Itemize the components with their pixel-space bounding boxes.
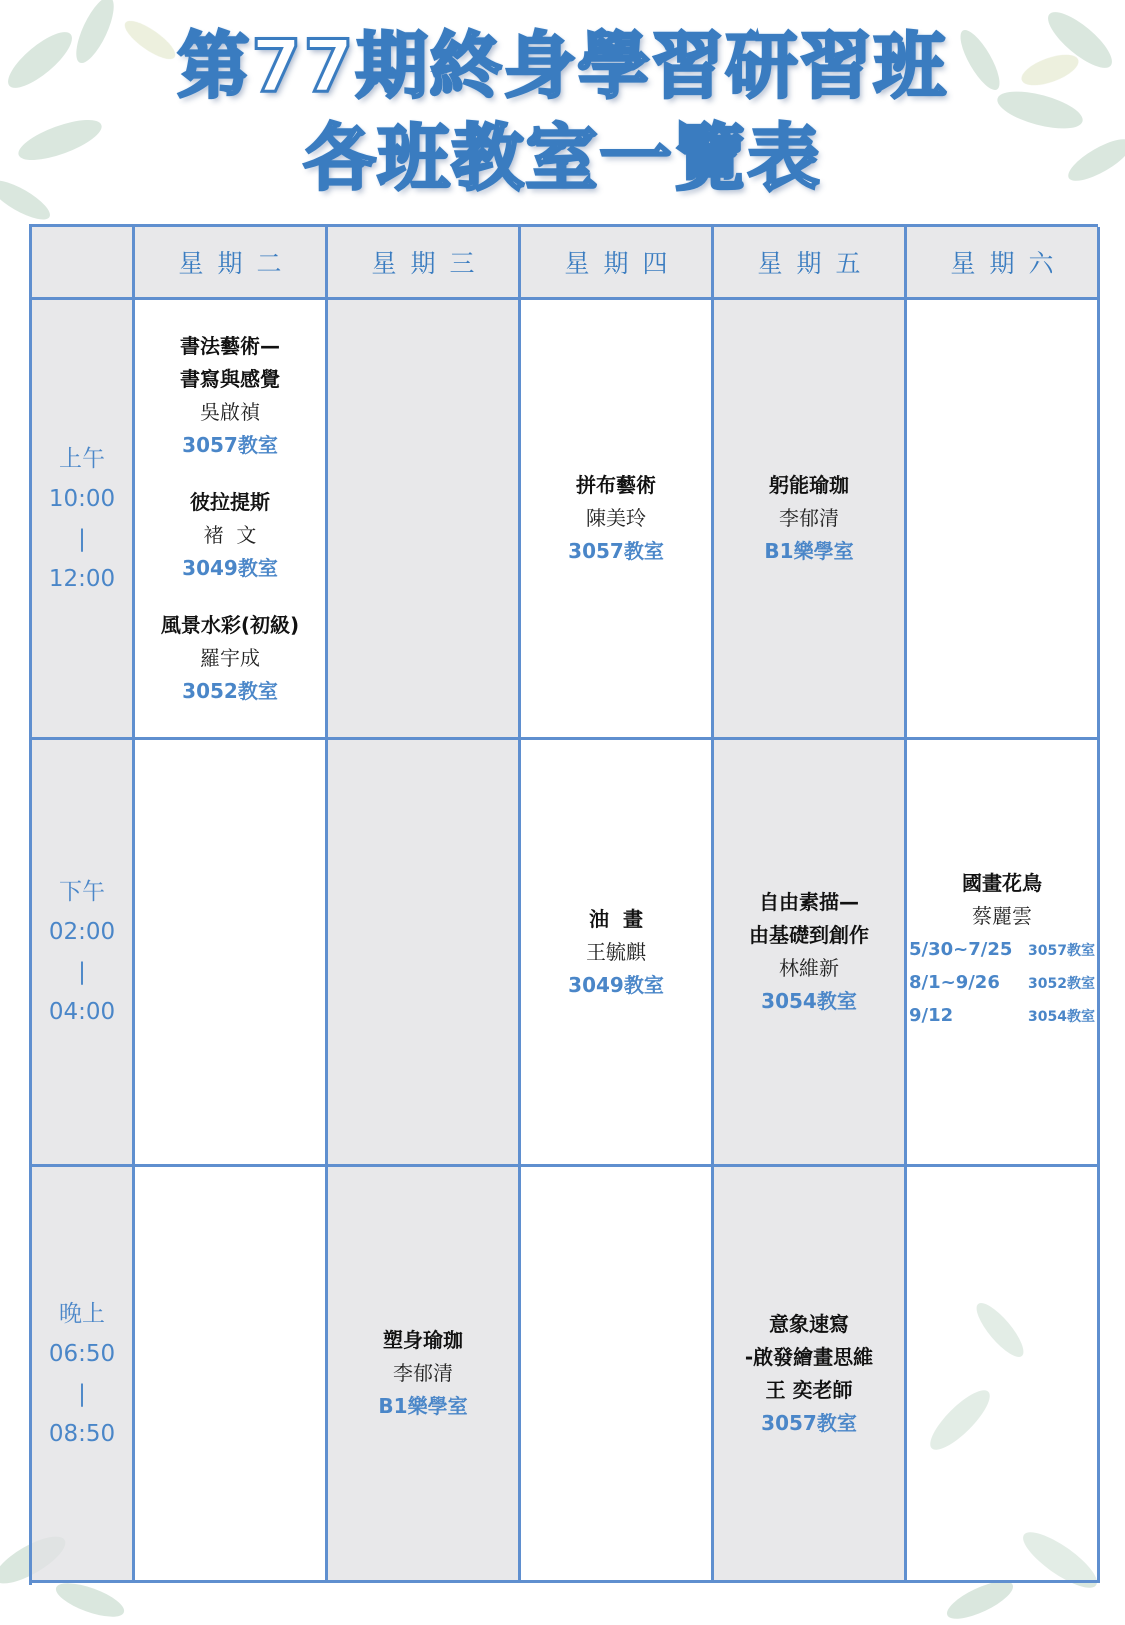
day-header-sat: 星期六 [907, 227, 1100, 300]
cell-thu-evening [521, 1167, 714, 1583]
course-name: 意象速寫 [769, 1311, 849, 1336]
teacher-name: 王 奕老師 [765, 1377, 853, 1402]
cell-thu-afternoon [521, 740, 714, 1167]
cell-fri-morning [714, 300, 907, 740]
room-name: B1樂學室 [764, 539, 854, 563]
schedule-table [29, 224, 1098, 1585]
cell-tue-evening [135, 1167, 328, 1583]
course-name: -啟發繪畫思維 [744, 1344, 874, 1369]
cell-thu-morning [521, 300, 714, 740]
slot-end: 04:00 [48, 999, 116, 1025]
course-name: 國畫花鳥 [962, 870, 1042, 895]
course-name: 拼布藝術 [576, 473, 656, 497]
room-name: 3054教室 [761, 989, 857, 1013]
schedule-row [909, 939, 1095, 972]
schedule-room: 3052教室 [1028, 975, 1095, 992]
time-slot-afternoon [32, 740, 135, 1167]
room-name: 3052教室 [182, 678, 278, 703]
teacher-name: 蔡麗雲 [972, 903, 1032, 928]
schedule-row [909, 1005, 1095, 1038]
schedule-room: 3054教室 [1028, 1008, 1095, 1025]
cell-tue-afternoon [135, 740, 328, 1167]
course-name: 躬能瑜珈 [769, 473, 849, 497]
room-name: B1樂學室 [378, 1394, 468, 1418]
teacher-name: 王毓麒 [586, 939, 646, 964]
teacher-name: 羅宇成 [200, 645, 260, 670]
course-name: 由基礎到創作 [749, 923, 869, 947]
teacher-name: 李郁清 [779, 506, 839, 530]
room-name: 3049教室 [182, 555, 278, 580]
cell-wed-morning [328, 300, 521, 740]
time-slot-morning [32, 300, 135, 740]
cell-fri-evening [714, 1167, 907, 1583]
cell-wed-afternoon [328, 740, 521, 1167]
course-name: 書法藝術— [180, 333, 280, 358]
slot-label: 晚上 [59, 1300, 105, 1327]
slot-separator: | [78, 1380, 86, 1407]
course-name: 自由素描— [759, 890, 859, 914]
teacher-name: 褚 文 [203, 522, 257, 547]
teacher-name: 李郁清 [393, 1361, 453, 1385]
course-name: 油 畫 [589, 906, 643, 931]
slot-end: 12:00 [48, 565, 116, 592]
room-name: 3057教室 [182, 432, 278, 457]
room-name: 3057教室 [761, 1410, 857, 1435]
slot-start: 10:00 [48, 485, 116, 512]
page-title: 第77期終身學習研習班 [177, 24, 948, 108]
slot-end: 08:50 [48, 1420, 116, 1447]
slot-start: 06:50 [48, 1340, 116, 1367]
day-header-fri: 星期五 [714, 227, 907, 300]
slot-separator: | [78, 959, 86, 985]
cell-sat-morning [907, 300, 1100, 740]
room-name: 3049教室 [568, 972, 664, 997]
course-name: 風景水彩(初級) [160, 612, 300, 637]
cell-fri-afternoon [714, 740, 907, 1167]
slot-label: 上午 [59, 445, 105, 472]
schedule-row [909, 972, 1095, 1005]
schedule-dates: 9/12 [909, 1004, 954, 1026]
slot-separator: | [78, 525, 86, 552]
class-entry [161, 609, 299, 708]
course-name: 塑身瑜珈 [383, 1328, 463, 1352]
schedule-room: 3057教室 [1028, 942, 1095, 959]
class-entry [180, 330, 280, 462]
time-slot-evening [32, 1167, 135, 1583]
date-room-schedule [909, 939, 1095, 1038]
page-subtitle: 各班教室一覽表 [303, 116, 822, 200]
day-header-thu: 星期四 [521, 227, 714, 300]
cell-tue-morning [135, 300, 328, 740]
cell-sat-evening [907, 1167, 1100, 1583]
day-header-wed: 星期三 [328, 227, 521, 300]
corner-cell [32, 227, 135, 300]
schedule-dates: 5/30~7/25 [909, 938, 1013, 960]
slot-label: 下午 [59, 879, 105, 905]
teacher-name: 林維新 [779, 956, 839, 980]
cell-sat-afternoon [907, 740, 1100, 1167]
cell-wed-evening [328, 1167, 521, 1583]
schedule-dates: 8/1~9/26 [909, 971, 1000, 993]
teacher-name: 吳啟禎 [200, 399, 260, 424]
teacher-name: 陳美玲 [586, 506, 646, 530]
slot-start: 02:00 [48, 919, 116, 945]
day-header-tue: 星期二 [135, 227, 328, 300]
course-name: 書寫與感覺 [180, 366, 280, 391]
class-entry [182, 486, 278, 585]
room-name: 3057教室 [568, 539, 664, 563]
course-name: 彼拉提斯 [189, 489, 270, 514]
